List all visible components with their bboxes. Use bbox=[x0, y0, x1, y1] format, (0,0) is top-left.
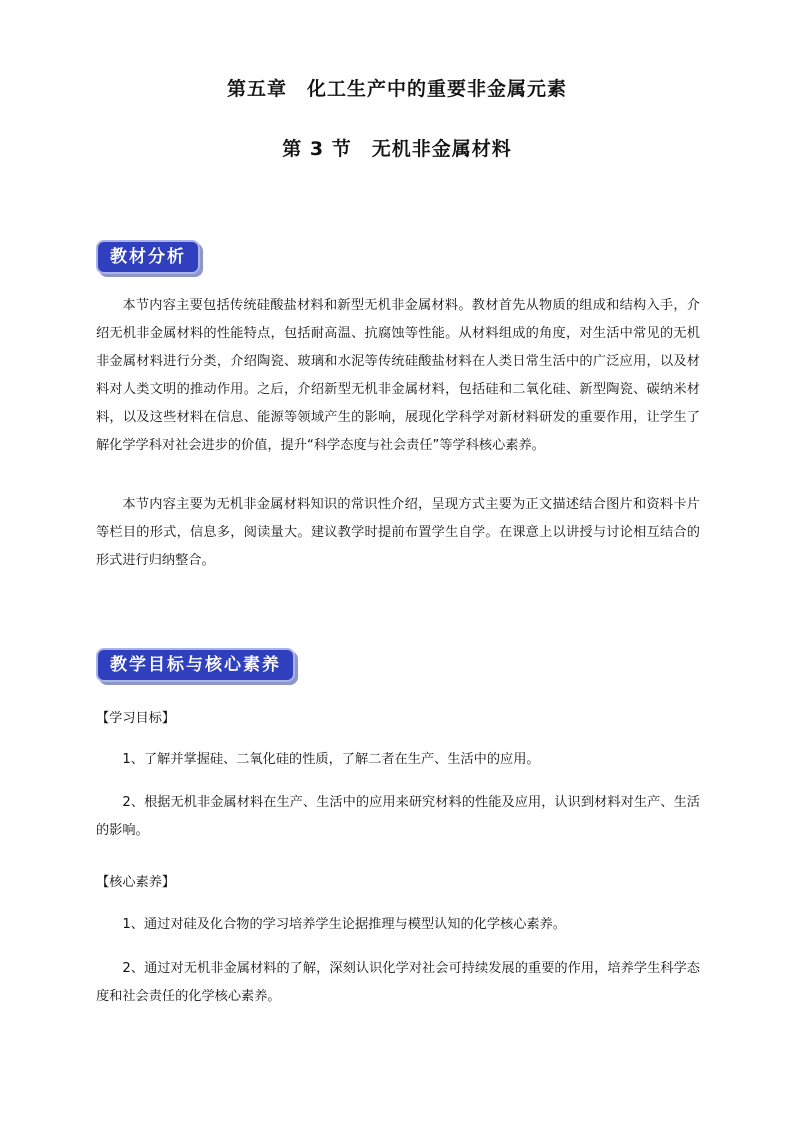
section-title: 第 3 节 无机非金属材料 bbox=[282, 138, 512, 160]
analysis-paragraph-1: 本节内容主要包括传统硅酸盐材料和新型无机非金属材料。教材首先从物质的组成和结构入手，介绍无机非金属材料的性能特点，包括耐高温、抗腐蚀等性能。从材料组成的角度，对生活中常见的无机非金属材料进行分类，介绍陶瓷、玻璃和水泥等传统硅酸盐材料在人类日常生活中的广泛应用，以及材料对人类文明的推动作用。之后，介绍新型无机非金属材料，包括硅和二氧化硅、新型陶瓷、碳纳米材料，以及这些材料在信息、能源等领域产生的影响，展现化学科学对新材料研发的重要作用，让学生了解化学学科对社会进步的价值，提升“科学态度与社会责任”等学科核心素养。 bbox=[96, 298, 700, 453]
core-literacy-heading: 【核心素养】 bbox=[96, 875, 176, 890]
learning-goals-heading: 【学习目标】 bbox=[96, 711, 176, 726]
section-badge-objectives: 教学目标与核心素养 bbox=[96, 648, 295, 682]
learning-goal-item: 1、了解并掌握硅、二氧化硅的性质，了解二者在生产、生活中的应用。 bbox=[122, 752, 540, 767]
core-literacy-item: 2、通过对无机非金属材料的了解，深刻认识化学对社会可持续发展的重要的作用，培养学生科学态度和社会责任的化学核心素养。 bbox=[96, 961, 700, 1004]
learning-goal-item: 2、根据无机非金属材料在生产、生活中的应用来研究材料的性能及应用，认识到材料对生产、生活的影响。 bbox=[96, 795, 700, 838]
analysis-paragraph-2: 本节内容主要为无机非金属材料知识的常识性介绍，呈现方式主要为正文描述结合图片和资料卡片等栏目的形式，信息多，阅读量大。建议教学时提前布置学生自学。在课意上以讲授与讨论相互结合的形式进行归纳整合。 bbox=[96, 497, 700, 568]
core-literacy-item: 1、通过对硅及化合物的学习培养学生论据推理与模型认知的化学核心素养。 bbox=[122, 917, 566, 932]
chapter-title: 第五章 化工生产中的重要非金属元素 bbox=[226, 78, 567, 100]
section-badge-textbook-analysis: 教材分析 bbox=[96, 240, 200, 274]
